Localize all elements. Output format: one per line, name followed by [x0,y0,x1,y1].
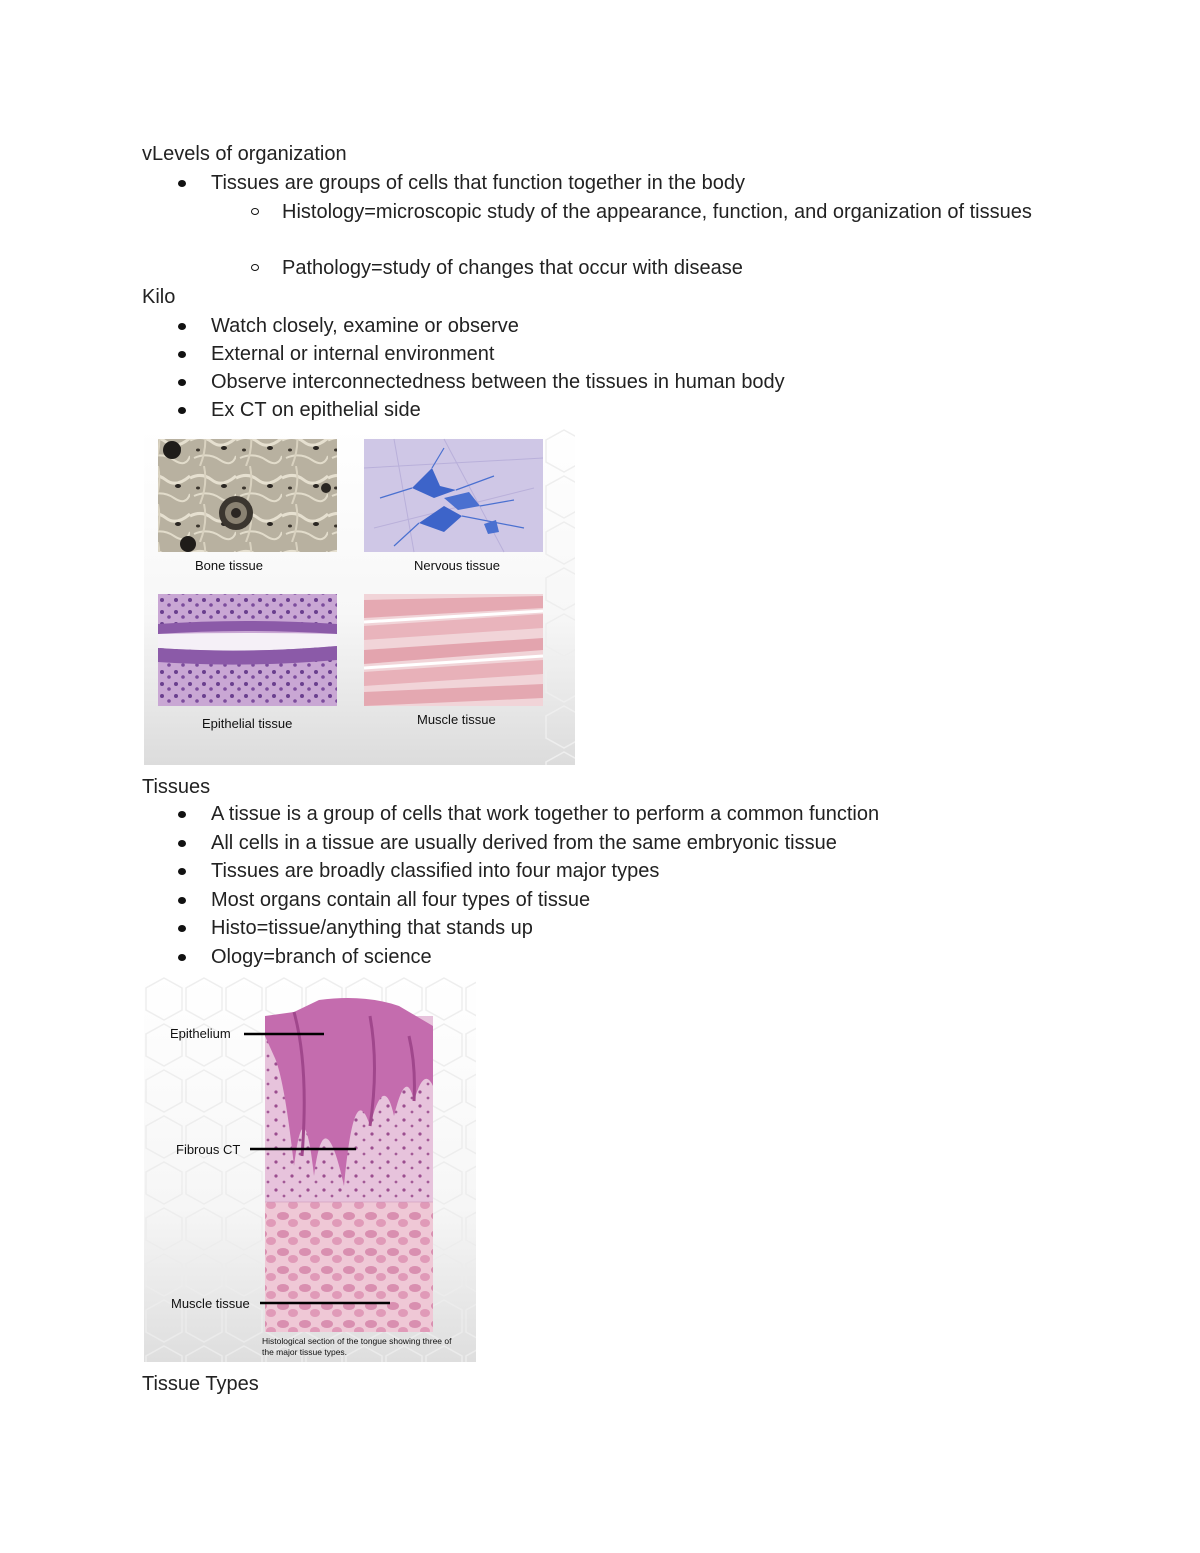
bone-tissue-label: Bone tissue [195,558,263,573]
bullet-icon [178,180,186,187]
list-item [211,800,879,829]
list-item [211,169,745,198]
list-item [211,886,590,915]
sub-list-item [282,198,1042,227]
bullet-icon [178,379,186,386]
tissue-types-figure [144,428,575,765]
list-item [211,914,533,943]
list-item-text: Tissues are groups of cells that function together in the body [211,172,746,194]
bullet-icon [178,811,186,818]
sub-list-item-text: Pathology=study of changes that occur with disease [282,257,743,279]
heading-kilo: Kilo [142,286,176,308]
bullet-icon [178,323,186,330]
tissue-panels-graphic [144,428,575,765]
bullet-icon [178,351,186,358]
list-item-text: All cells in a tissue are usually derived from the same embryonic tissue [211,832,837,854]
hollow-bullet-icon [251,208,259,215]
list-item-text: Tissues are broadly classified into four major types [211,860,660,882]
list-item-text: Ology=branch of science [211,946,432,968]
bullet-icon [178,954,186,961]
list-item [211,340,494,369]
list-item [211,829,837,858]
nervous-tissue-label: Nervous tissue [414,558,500,573]
bullet-icon [178,925,186,932]
epithelium-label: Epithelium [170,1026,231,1041]
bullet-icon [178,407,186,414]
list-item [211,857,659,886]
figure-caption: Histological section of the tongue showing three of the major tissue types. [262,1336,452,1357]
list-item-text: A tissue is a group of cells that work together to perform a common function [211,803,880,825]
list-item [211,943,432,972]
hollow-bullet-icon [251,264,259,271]
list-item-text: Watch closely, examine or observe [211,315,519,337]
bullet-icon [178,868,186,875]
bullet-icon [178,840,186,847]
heading-levels-of-organization: vLevels of organization [142,143,347,165]
heading-tissue-types: Tissue Types [142,1373,259,1395]
epithelial-tissue-label: Epithelial tissue [202,716,293,731]
list-item-text: External or internal environment [211,343,495,365]
muscle-tissue-label: Muscle tissue [171,1296,250,1311]
muscle-tissue-label: Muscle tissue [417,712,496,727]
sub-list-item [282,254,1042,283]
list-item [211,368,785,397]
bullet-icon [178,897,186,904]
list-item [211,396,421,425]
list-item-text: Ex CT on epithelial side [211,399,421,421]
tongue-section-figure [144,976,476,1362]
list-item-text: Histo=tissue/anything that stands up [211,917,533,939]
list-item [211,312,519,341]
heading-tissues: Tissues [142,776,211,798]
sub-list-item-text: Histology=microscopic study of the appearance, function, and organization of tissues [282,201,1032,223]
list-item-text: Most organs contain all four types of tissue [211,889,591,911]
list-item-text: Observe interconnectedness between the tissues in human body [211,371,785,393]
fibrous-ct-label: Fibrous CT [176,1142,241,1157]
